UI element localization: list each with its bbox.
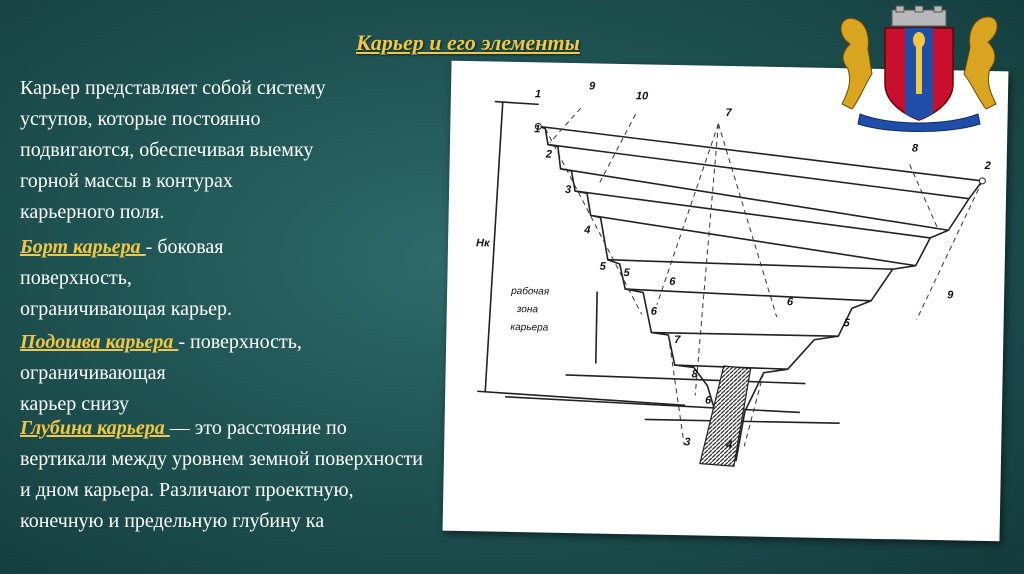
label-9a: 9 <box>588 80 596 93</box>
label-6a: 6 <box>669 275 676 289</box>
bort-first-line <box>20 232 320 263</box>
label-1b: 1 <box>534 123 541 136</box>
depth-tick <box>477 391 685 405</box>
label-7a: 7 <box>725 106 732 120</box>
label-3: 3 <box>564 183 572 197</box>
left-bench-profile <box>532 126 720 460</box>
label-4b: 4 <box>726 439 733 452</box>
glubina-rest: — это расстояние по <box>169 417 347 439</box>
intro-line: горной массы в контурах <box>20 170 233 192</box>
glubina-line: конечную и предельную глубину ка <box>20 510 325 532</box>
zone-bracket <box>596 292 597 364</box>
label-6c: 6 <box>650 305 658 318</box>
podoshva-term: Подошва карьера <box>20 331 179 353</box>
podoshva-definition <box>20 327 420 420</box>
intro-line: Карьер представляет собой систему <box>20 77 326 99</box>
bench-line <box>608 260 893 269</box>
bench-line <box>625 289 871 301</box>
podoshva-line: карьер снизу <box>20 393 130 415</box>
dashed-line <box>657 123 718 306</box>
bort-term: Борт карьера <box>20 236 146 258</box>
slide-title: Карьер и его элементы <box>356 30 580 55</box>
podoshva-rest: - поверхность, <box>178 331 302 353</box>
bench-line <box>565 375 805 384</box>
intro-line: уступов, которые постоянно <box>20 108 261 130</box>
label-3b: 3 <box>684 436 691 449</box>
bort-line: ограничивающая карьер. <box>20 298 233 320</box>
label-hk: Hк <box>475 237 490 250</box>
zone-label-line: карьера <box>510 321 549 334</box>
label-6d: 6 <box>704 394 712 407</box>
intro-line: карьерного поля. <box>20 201 165 223</box>
bort-rest: - боковая <box>145 236 224 258</box>
bort-line: поверхность, <box>20 267 132 289</box>
label-7b: 7 <box>674 334 681 347</box>
label-5: 5 <box>599 260 606 273</box>
zone-label-line: зона <box>516 303 539 316</box>
label-2b: 2 <box>984 159 991 173</box>
dashed-line <box>550 108 581 144</box>
label-8b: 8 <box>691 368 698 381</box>
intro-paragraph <box>20 73 420 228</box>
bench-line <box>505 394 800 413</box>
label-4: 4 <box>584 224 591 237</box>
dashed-line <box>599 114 635 185</box>
intro-line: подвигаются, обеспечивая выемку <box>20 139 314 161</box>
label-8a: 8 <box>911 142 919 155</box>
zone-label-line: рабочая <box>511 285 550 298</box>
bort-definition <box>20 232 320 325</box>
label-1: 1 <box>534 88 542 101</box>
glubina-line: вертикали между уровнем земной поверхности <box>20 448 424 470</box>
bench-line <box>574 191 931 238</box>
bench-line <box>559 169 949 230</box>
label-10: 10 <box>635 90 649 103</box>
glubina-line: и дном карьера. Различают проектную, <box>20 479 354 501</box>
glubina-term: Глубина карьера <box>20 417 170 439</box>
coat-of-arms-icon <box>830 4 1008 134</box>
label-5b: 5 <box>623 267 630 280</box>
crest-point <box>979 178 985 184</box>
dashed-line <box>666 335 686 445</box>
label-2: 2 <box>545 148 553 161</box>
podoshva-first-line <box>20 327 420 358</box>
label-6b: 6 <box>786 296 794 309</box>
label-9b: 9 <box>947 289 954 302</box>
podoshva-line: ограничивающая <box>20 362 166 384</box>
label-5c: 5 <box>843 317 850 330</box>
depth-tick <box>495 102 539 105</box>
